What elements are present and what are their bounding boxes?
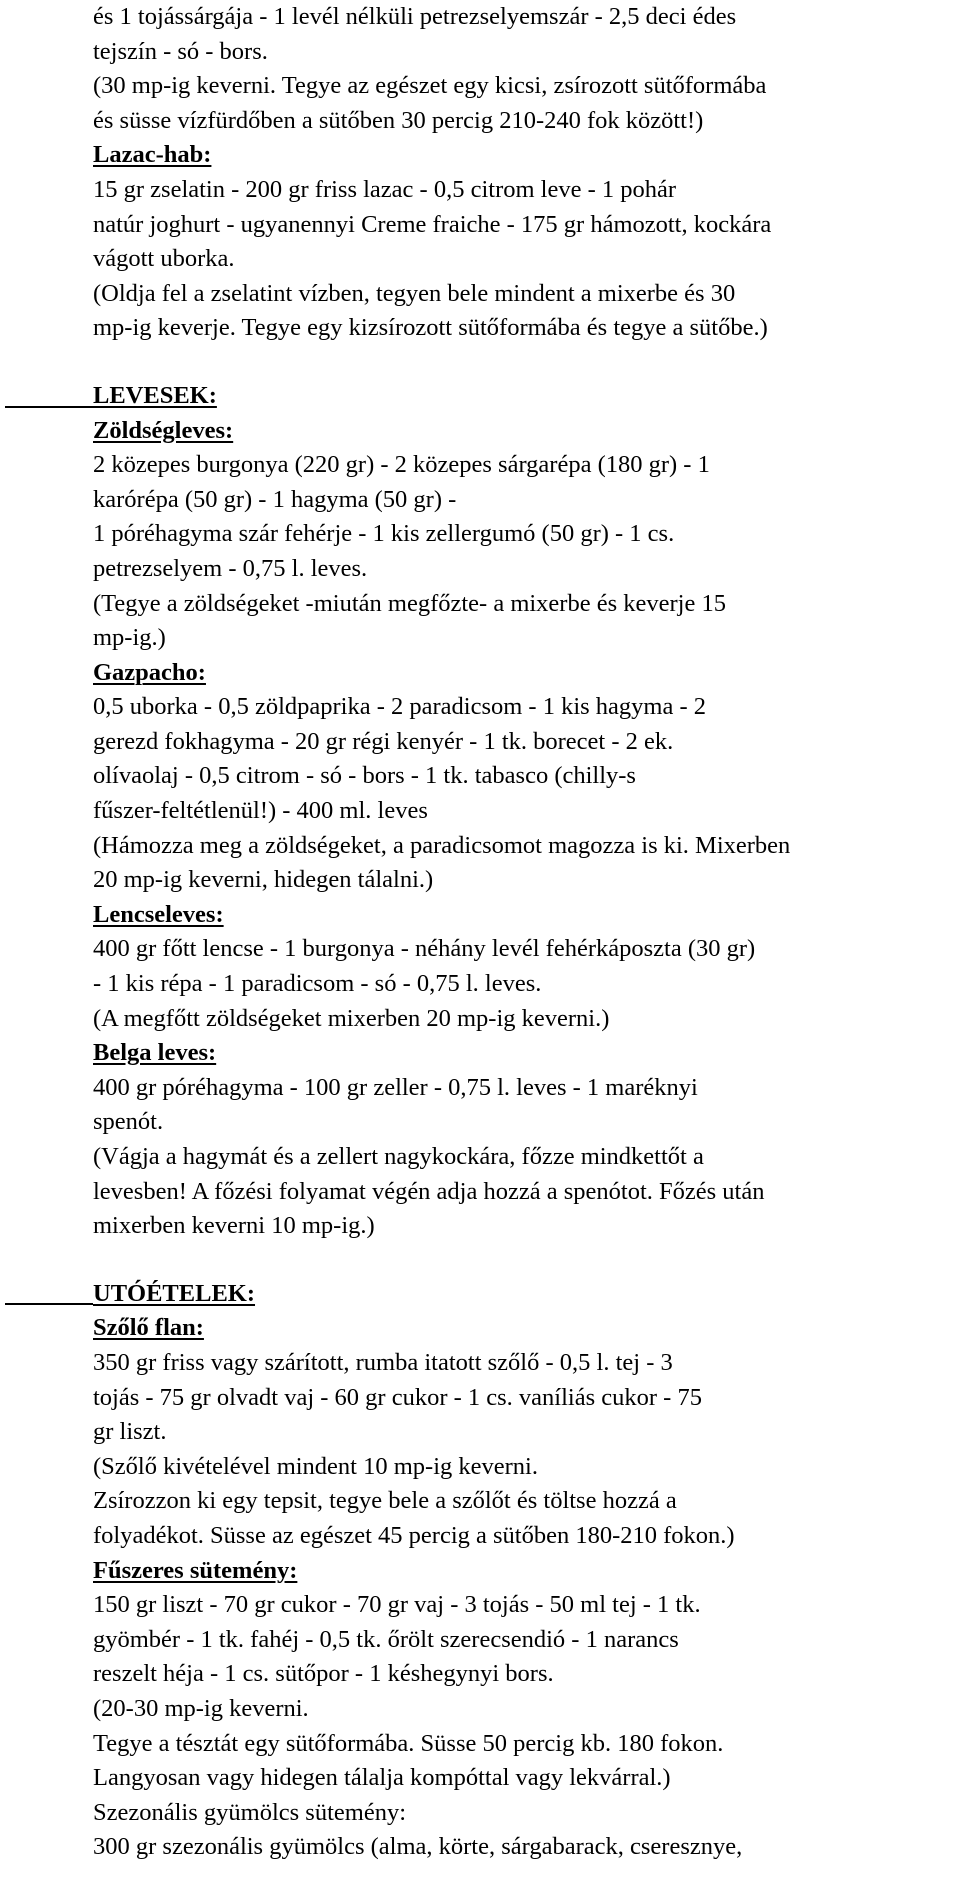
text-line: mp-ig.): [93, 624, 166, 652]
section-heading-label: UTÓÉTELEK:: [93, 1279, 256, 1307]
recipe-heading: Zöldségleves:: [93, 416, 234, 444]
text-line: (Hámozza meg a zöldségeket, a paradicsomot magozza is ki. Mixerben: [93, 831, 791, 859]
text-line: Szezonális gyümölcs sütemény:: [93, 1798, 406, 1826]
section-heading-label: LEVESEK:: [93, 381, 217, 409]
text-line: (Szőlő kivételével mindent 10 mp-ig keverni.: [93, 1452, 538, 1480]
text-line: 15 gr zselatin - 200 gr friss lazac - 0,5 citrom leve - 1 pohár: [93, 175, 677, 203]
text-line: tejszín - só - bors.: [93, 37, 268, 65]
text-line: 2 közepes burgonya (220 gr) - 2 közepes sárgarépa (180 gr) - 1: [93, 451, 710, 479]
text-line: 150 gr liszt - 70 gr cukor - 70 gr vaj - 3 tojás - 50 ml tej - 1 tk.: [93, 1591, 701, 1619]
text-line: levesben! A főzési folyamat végén adja hozzá a spenótot. Főzés után: [93, 1177, 765, 1205]
text-line: (30 mp-ig keverni. Tegye az egészet egy kicsi, zsírozott sütőformába: [93, 72, 767, 100]
text-line: spenót.: [93, 1108, 164, 1136]
recipe-heading: Szőlő flan:: [93, 1314, 204, 1342]
text-line: gyömbér - 1 tk. fahéj - 0,5 tk. őrölt szerecsendió - 1 narancs: [93, 1625, 679, 1653]
text-line: mixerben keverni 10 mp-ig.): [93, 1212, 375, 1240]
text-line: (Tegye a zöldségeket -miután megfőzte- a mixerbe és keverje 15: [93, 589, 726, 617]
recipe-heading: Belga leves:: [93, 1039, 217, 1067]
section-heading: [93, 379, 960, 414]
text-line: 350 gr friss vagy szárított, rumba itatott szőlő - 0,5 l. tej - 3: [93, 1348, 673, 1376]
text-line: (A megfőtt zöldségeket mixerben 20 mp-ig keverni.): [93, 1004, 610, 1032]
text-line: 400 gr póréhagyma - 100 gr zeller - 0,75 l. leves - 1 maréknyi: [93, 1073, 698, 1101]
recipe-heading: Fűszeres sütemény:: [93, 1556, 298, 1584]
text-line: reszelt héja - 1 cs. sütőpor - 1 késhegynyi bors.: [93, 1660, 554, 1688]
text-line: mp-ig keverje. Tegye egy kizsírozott sütőformába és tegye a sütőbe.): [93, 314, 768, 342]
text-line: petrezselyem - 0,75 l. leves.: [93, 554, 368, 582]
section-heading: [93, 1277, 960, 1312]
text-line: (Oldja fel a zselatint vízben, tegyen bele mindent a mixerbe és 30: [93, 279, 736, 307]
text-line: folyadékot. Süsse az egészet 45 percig a sütőben 180-210 fokon.): [93, 1521, 735, 1549]
text-line: vágott uborka.: [93, 245, 235, 273]
text-line: 400 gr főtt lencse - 1 burgonya - néhány levél fehérkáposzta (30 gr): [93, 935, 756, 963]
section-spacer: [93, 1244, 960, 1277]
text-line: 20 mp-ig keverni, hidegen tálalni.): [93, 866, 434, 894]
text-line: gerezd fokhagyma - 20 gr régi kenyér - 1 tk. borecet - 2 ek.: [93, 727, 674, 755]
text-line: 0,5 uborka - 0,5 zöldpaprika - 2 paradicsom - 1 kis hagyma - 2: [93, 693, 707, 721]
text-line: tojás - 75 gr olvadt vaj - 60 gr cukor - 1 cs. vaníliás cukor - 75: [93, 1383, 702, 1411]
recipe-heading: Gazpacho:: [93, 658, 206, 686]
text-line: fűszer-feltétlenül!) - 400 ml. leves: [93, 797, 428, 825]
text-line: karórépa (50 gr) - 1 hagyma (50 gr) -: [93, 485, 457, 513]
recipe-heading: Lencseleves:: [93, 900, 224, 928]
text-line: Zsírozzon ki egy tepsit, tegye bele a szőlőt és töltse hozzá a: [93, 1487, 677, 1515]
text-line: és süsse vízfürdőben a sütőben 30 percig 210-240 fok között!): [93, 106, 704, 134]
text-line: Tegye a tésztát egy sütőformába. Süsse 50 percig kb. 180 fokon.: [93, 1729, 724, 1757]
text-line: natúr joghurt - ugyanennyi Creme fraiche - 175 gr hámozott, kockára: [93, 210, 772, 238]
text-line: 300 gr szezonális gyümölcs (alma, körte, sárgabarack, cseresznye,: [93, 1833, 743, 1861]
text-line: Langyosan vagy hidegen tálalja kompóttal vagy lekvárral.): [93, 1764, 671, 1792]
text-line: (20-30 mp-ig keverni.: [93, 1694, 309, 1722]
section-spacer: [93, 346, 960, 379]
text-line: - 1 kis répa - 1 paradicsom - só - 0,75 l. leves.: [93, 970, 542, 998]
text-line: gr liszt.: [93, 1418, 167, 1446]
text-line: és 1 tojássárgája - 1 levél nélküli petrezselyemszár - 2,5 deci édes: [93, 3, 737, 30]
text-line: olívaolaj - 0,5 citrom - só - bors - 1 tk. tabasco (chilly-s: [93, 762, 636, 790]
recipe-heading: Lazac-hab:: [93, 141, 212, 169]
text-line: 1 póréhagyma szár fehérje - 1 kis zellergumó (50 gr) - 1 cs.: [93, 520, 675, 548]
text-line: (Vágja a hagymát és a zellert nagykockára, főzze mindkettőt a: [93, 1143, 704, 1170]
